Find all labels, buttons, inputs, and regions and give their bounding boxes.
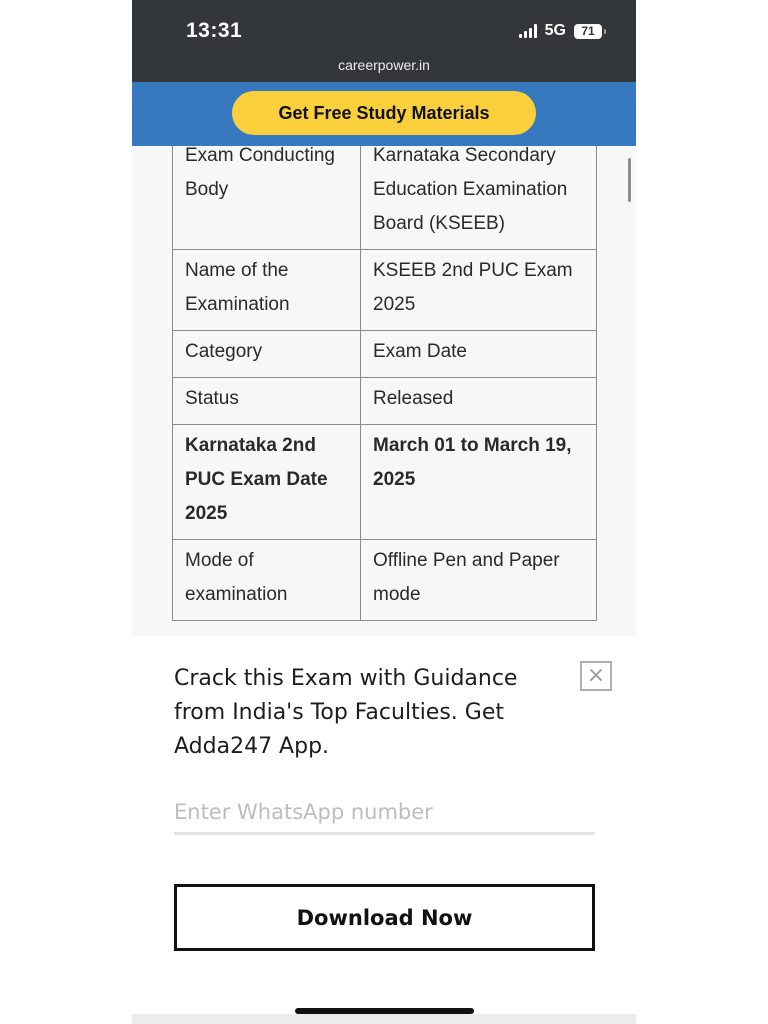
- status-bar: [132, 0, 636, 82]
- row-value: March 01 to March 19, 2025: [361, 425, 597, 540]
- promo-title: Crack this Exam with Guidance from India's Top Faculties. Get Adda247 App.: [174, 666, 518, 759]
- whatsapp-number-input[interactable]: [174, 792, 595, 835]
- row-value: Released: [361, 378, 597, 425]
- row-label: Status: [173, 378, 361, 425]
- exam-info-table: [172, 146, 597, 621]
- signal-icon: [519, 24, 537, 38]
- row-label: Mode of examination: [173, 540, 361, 621]
- table-row: [173, 425, 597, 540]
- scrollbar[interactable]: [628, 158, 631, 202]
- address-bar-url[interactable]: careerpower.in: [338, 57, 430, 73]
- free-study-materials-button[interactable]: Get Free Study Materials: [232, 91, 536, 135]
- row-label: Category: [173, 331, 361, 378]
- app-promo-sheet: [132, 636, 636, 1024]
- row-value: Exam Date: [361, 331, 597, 378]
- row-label: Name of the Examination: [173, 250, 361, 331]
- close-icon[interactable]: ×: [580, 661, 612, 691]
- clock: 13:31: [186, 19, 243, 42]
- promo-banner: [132, 82, 636, 146]
- network-type: 5G: [544, 22, 566, 39]
- row-value: Offline Pen and Paper mode: [361, 540, 597, 621]
- table-row: [173, 331, 597, 378]
- row-value: KSEEB 2nd PUC Exam 2025: [361, 250, 597, 331]
- row-label: Karnataka 2nd PUC Exam Date 2025: [173, 425, 361, 540]
- table-row: [173, 250, 597, 331]
- table-row: [173, 540, 597, 621]
- article-content[interactable]: [132, 146, 636, 636]
- bottom-edge: [132, 1014, 636, 1024]
- status-icons: [519, 22, 602, 40]
- battery-icon: 71: [574, 24, 602, 39]
- row-value: Karnataka Secondary Education Examination Board (KSEEB): [361, 146, 597, 250]
- table-row: [173, 146, 597, 250]
- phone-screen: [132, 0, 636, 1024]
- row-label: Exam Conducting Body: [173, 146, 361, 250]
- table-row: [173, 378, 597, 425]
- download-now-button[interactable]: Download Now: [174, 884, 595, 951]
